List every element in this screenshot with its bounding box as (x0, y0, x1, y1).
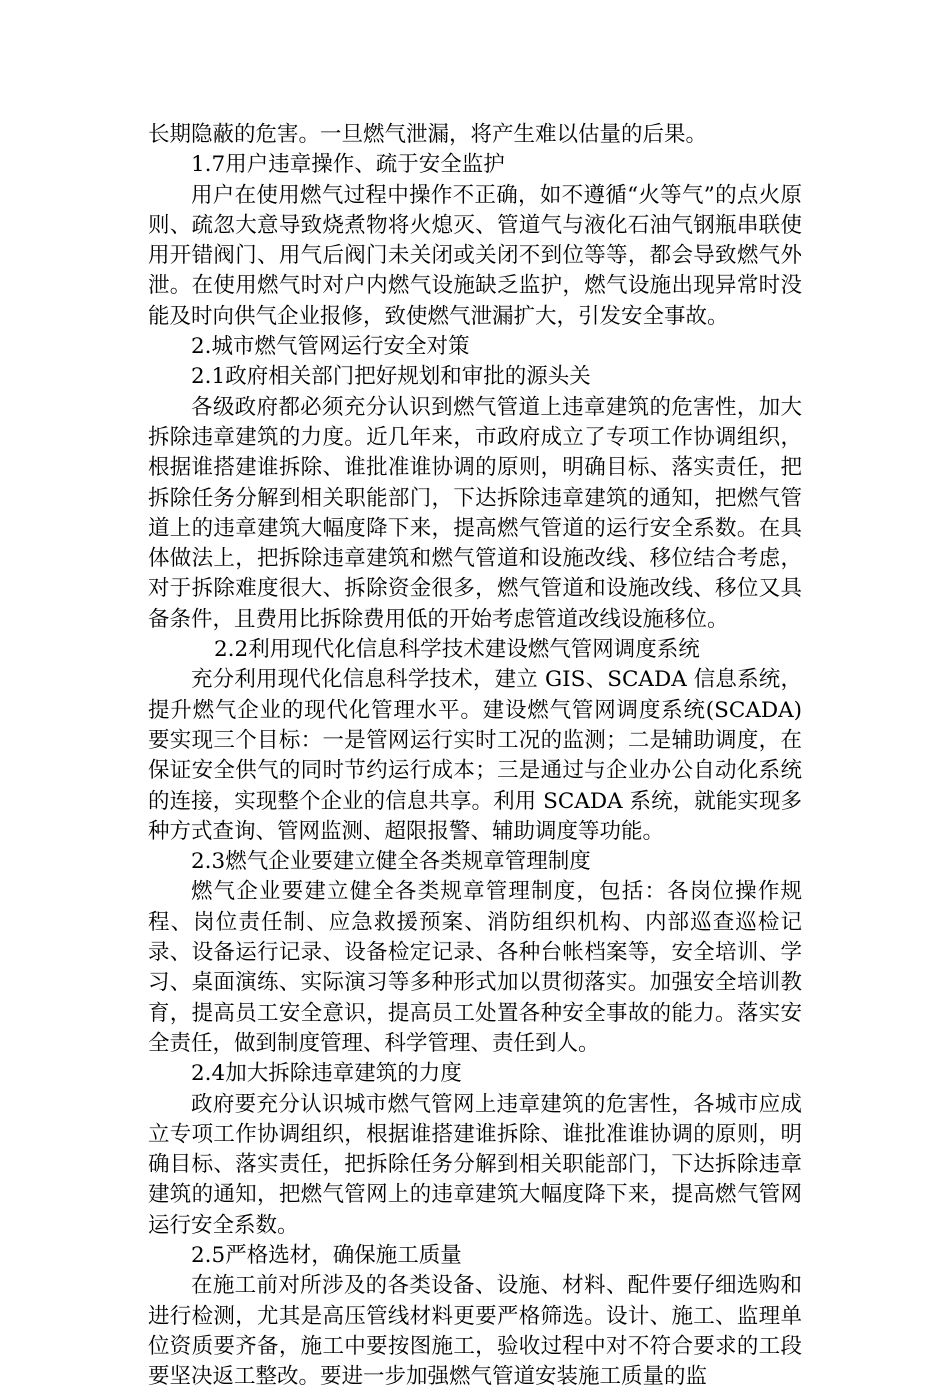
paragraph-government-planning: 各级政府都必须充分认识到燃气管道上违章建筑的危害性，加大拆除违章建筑的力度。近几年来，市政府成立了专项工作协调组织，根据谁搭建谁拆除、谁批准谁协调的原则，明确目标、落实责任，把拆除任务分解到相关职能部门，下达拆除违章建筑的通知，把燃气管道上的违章建筑大幅度降下来，提高燃气管道的运行安全系数。在具体做法上，把拆除违章建筑和燃气管道和设施改线、移位结合考虑，对于拆除难度很大、拆除资金很多，燃气管道和设施改线、移位又具备条件，且费用比拆除费用低的开始考虑管道改线设施移位。 (148, 394, 802, 632)
heading-2-3: 2.3燃气企业要建立健全各类规章管理制度 (191, 849, 591, 875)
paragraph-scada-system: 充分利用现代化信息科学技术，建立 GIS、SCADA 信息系统，提升燃气企业的现代化管理水平。建设燃气管网调度系统(SCADA)要实现三个目标：一是管网运行实时工况的监测；二是辅助调度，在保证安全供气的同时节约运行成本；三是通过与企业办公自动化系统的连接，实现整个企业的信息共享。利用 SCADA 系统，就能实现多种方式查询、管网监测、超限报警、辅助调度等功能。 (148, 667, 802, 844)
heading-2: 2.城市燃气管网运行安全对策 (191, 334, 470, 360)
document-body (148, 120, 802, 1392)
heading-2-5: 2.5严格选材，确保施工质量 (191, 1242, 462, 1268)
heading-2-4: 2.4加大拆除违章建筑的力度 (191, 1061, 462, 1087)
paragraph-user-operation: 用户在使用燃气过程中操作不正确，如不遵循“火等气”的点火原则、疏忽大意导致烧煮物将火熄灭、管道气与液化石油气钢瓶串联使用开错阀门、用气后阀门未关闭或关闭不到位等等，都会导致燃气外泄。在使用燃气时对户内燃气设施缺乏监护，燃气设施出现异常时没能及时向供气企业报修，致使燃气泄漏扩大，引发安全事故。 (148, 182, 802, 329)
heading-2-1: 2.1政府相关部门把好规划和审批的源头关 (191, 364, 591, 390)
paragraph-leakage-consequence: 长期隐蔽的危害。一旦燃气泄漏，将产生难以估量的后果。 (148, 122, 708, 147)
paragraph-construction-quality: 在施工前对所涉及的各类设备、设施、材料、配件要仔细选购和进行检测，尤其是高压管线材料更要严格筛选。设计、施工、监理单位资质要齐备，施工中要按图施工，验收过程中对不符合要求的工段要坚决返工整改。要进一步加强燃气管道安装施工质量的监 (148, 1273, 802, 1390)
heading-1-7: 1.7用户违章操作、疏于安全监护 (191, 152, 505, 178)
heading-2-2: 2.2利用现代化信息科学技术建设燃气管网调度系统 (214, 637, 700, 663)
paragraph-management-rules: 燃气企业要建立健全各类规章管理制度，包括：各岗位操作规程、岗位责任制、应急救援预案、消防组织机构、内部巡查巡检记录、设备运行记录、设备检定记录、各种台帐档案等，安全培训、学习、桌面演练、实际演习等多种形式加以贯彻落实。加强安全培训教育，提高员工安全意识，提高员工处置各种安全事故的能力。落实安全责任，做到制度管理、科学管理、责任到人。 (148, 879, 802, 1056)
paragraph-illegal-buildings: 政府要充分认识城市燃气管网上违章建筑的危害性，各城市应成立专项工作协调组织，根据谁搭建谁拆除、谁批准谁协调的原则，明确目标、落实责任，把拆除任务分解到相关职能部门，下达拆除违章建筑的通知，把燃气管网上的违章建筑大幅度降下来，提高燃气管网运行安全系数。 (148, 1091, 802, 1238)
